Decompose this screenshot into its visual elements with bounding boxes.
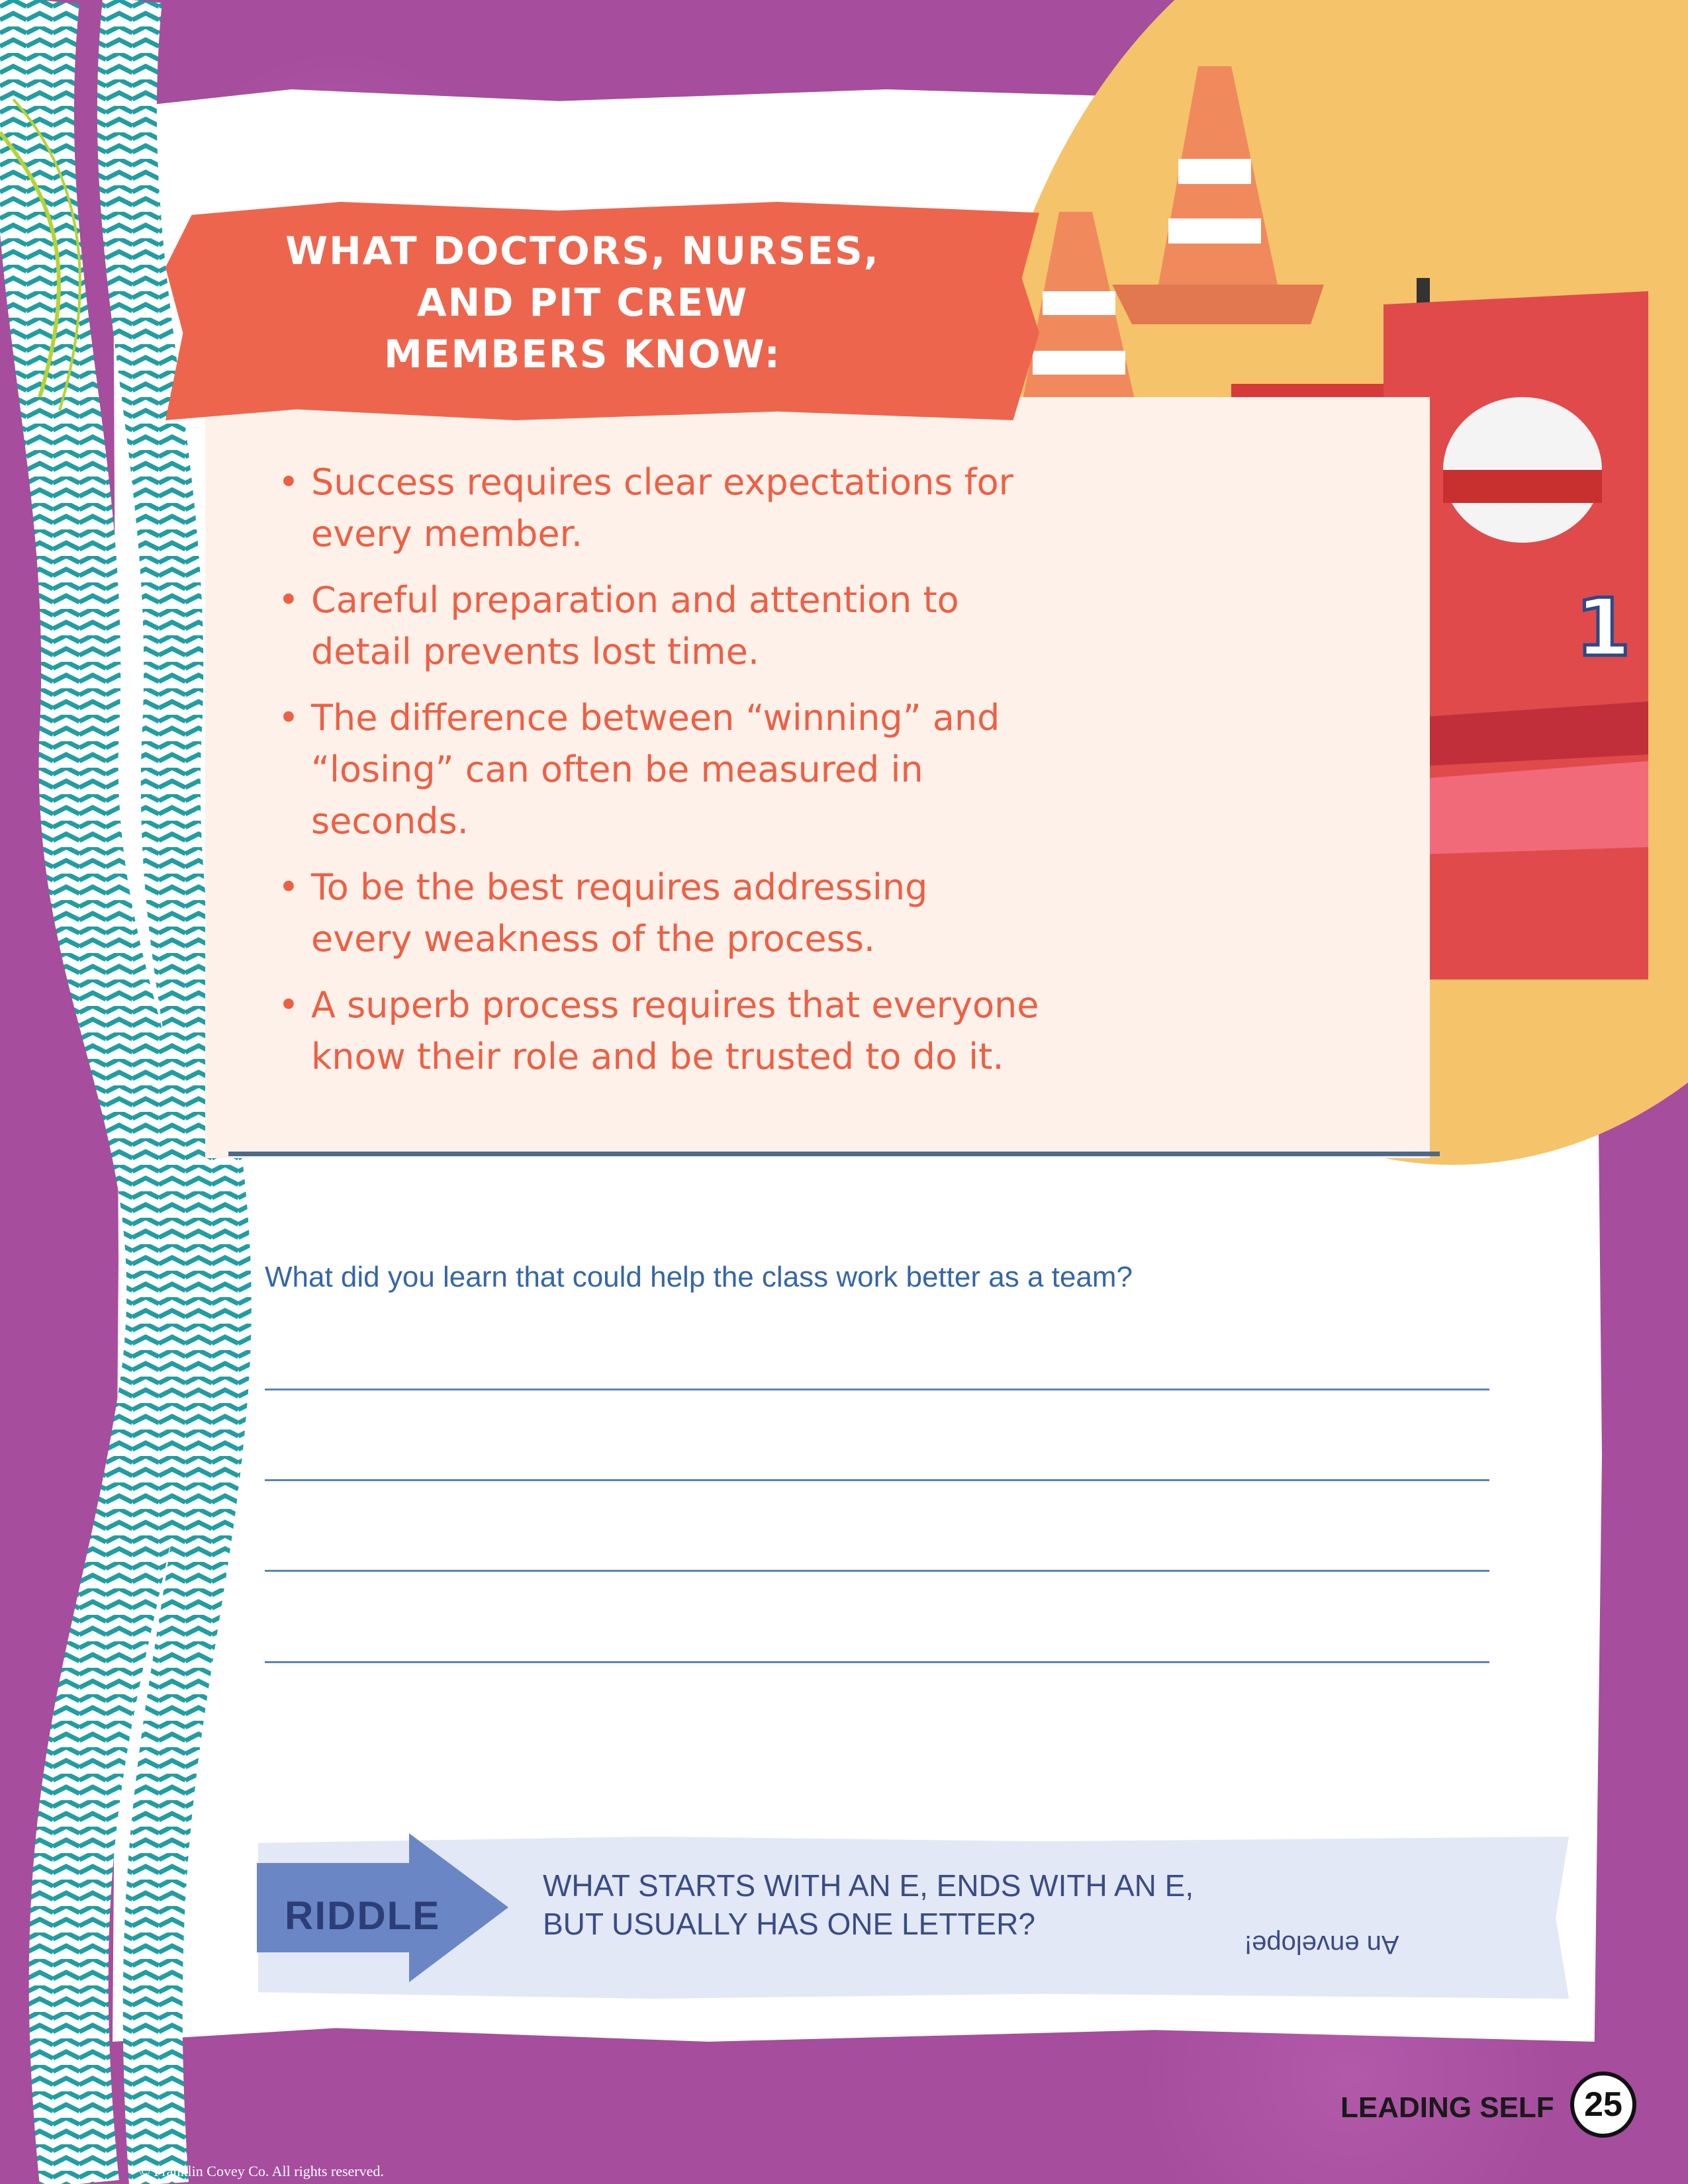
- riddle-question: [543, 1866, 1337, 1943]
- page-number-badge: 25: [1570, 2071, 1636, 2138]
- answer-line-4[interactable]: [265, 1661, 1489, 1663]
- answer-line-2[interactable]: [265, 1479, 1489, 1481]
- car-number: 1: [1575, 582, 1631, 674]
- section-heading: [285, 225, 880, 380]
- heading-line-1: WHAT DOCTORS, NURSES,: [285, 228, 880, 273]
- riddle-answer-upside-down: An envelope!: [1244, 1930, 1399, 1959]
- riddle-label: RIDDLE: [285, 1893, 441, 1938]
- heading-line-2: AND PIT CREW: [416, 280, 749, 325]
- key-point: • A superb process requires that everyone know their role and be trusted to do it.: [278, 979, 1039, 1083]
- answer-line-1[interactable]: [265, 1388, 1489, 1390]
- key-points-list: [278, 457, 1039, 1097]
- key-point: • Success requires clear expectations for every member.: [278, 457, 1039, 560]
- riddle-question-line-1: WHAT STARTS WITH AN E, ENDS WITH AN E,: [543, 1868, 1194, 1903]
- reflection-prompt: What did you learn that could help the class work better as a team?: [265, 1261, 1133, 1293]
- heading-line-3: MEMBERS KNOW:: [384, 332, 781, 377]
- key-points-box-underline: [228, 1152, 1440, 1156]
- footer-section-title: LEADING SELF: [1340, 2091, 1554, 2124]
- answer-line-3[interactable]: [265, 1570, 1489, 1572]
- riddle-question-line-2: BUT USUALLY HAS ONE LETTER?: [543, 1907, 1035, 1941]
- copyright-notice: © Franklin Covey Co. All rights reserved.: [139, 2163, 384, 2179]
- key-point: • The difference between “winning” and “losing” can often be measured in seconds.: [278, 692, 1039, 847]
- key-point: • Careful preparation and attention to detail prevents lost time.: [278, 574, 1039, 678]
- key-point: • To be the best requires addressing every weakness of the process.: [278, 862, 1039, 965]
